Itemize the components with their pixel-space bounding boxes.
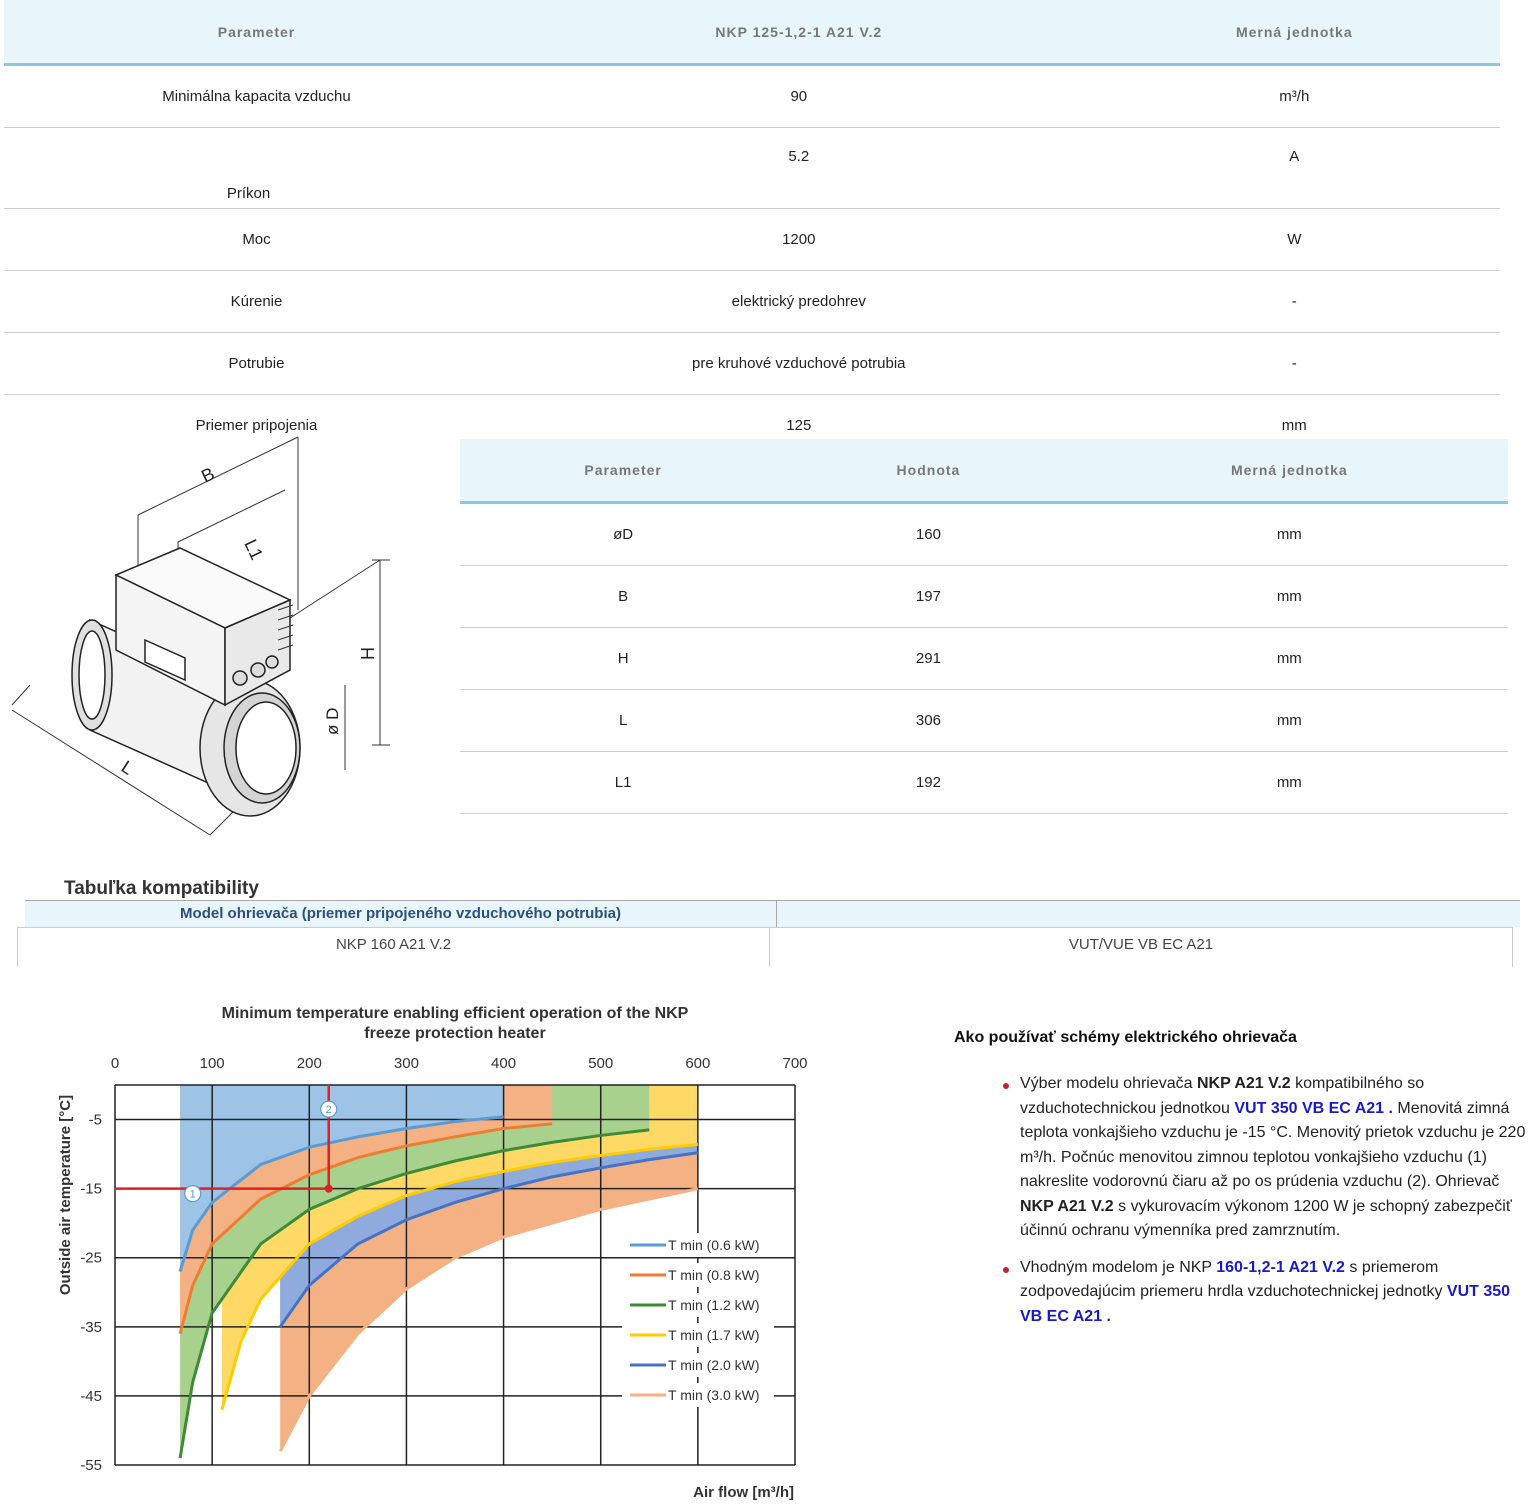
- cell-parameter: Moc: [4, 209, 509, 271]
- x-tick-label: 600: [685, 1055, 711, 1072]
- legend-label: T min (0.8 kW): [668, 1267, 760, 1283]
- legend-label: T min (1.2 kW): [668, 1297, 760, 1313]
- cell-parameter: Minimálna kapacita vzduchu: [4, 65, 509, 128]
- chart-title-line1: Minimum temperature enabling efficient operation of the NKP: [221, 1005, 689, 1022]
- table-row: [460, 690, 1508, 752]
- col-header-unit: Merná jednotka: [1089, 0, 1500, 65]
- compat-table-row: [17, 927, 1513, 967]
- cell-value: 306: [786, 690, 1070, 752]
- cell-value: pre kruhové vzduchové potrubia: [509, 333, 1089, 395]
- item1-segment: kompatibilného so vzduchotechnickou jednotkou: [1020, 1075, 1425, 1117]
- cell-parameter-text: Príkon: [226, 185, 271, 202]
- x-tick-label: 200: [296, 1055, 322, 1072]
- cell-parameter: H: [460, 628, 786, 690]
- cell-value: 160: [786, 503, 1070, 566]
- item1-segment: VUT 350 VB EC A21 .: [1234, 1099, 1393, 1117]
- x-tick-label: 400: [491, 1055, 517, 1072]
- legend-label: T min (3.0 kW): [668, 1387, 760, 1403]
- compat-title: Tabuľka kompatibility: [64, 878, 259, 899]
- cell-parameter: L: [460, 690, 786, 752]
- howto-list: [1000, 1072, 1530, 1341]
- cell-unit: mm: [1071, 628, 1508, 690]
- spec-table-header: [4, 0, 1500, 65]
- example-marker-label: 2: [325, 1104, 332, 1117]
- dim-label-h: H: [358, 647, 378, 660]
- table-row: [4, 128, 1500, 209]
- item1-segment: Výber modelu ohrievača: [1020, 1075, 1197, 1092]
- cell-parameter: B: [460, 566, 786, 628]
- table-row: [4, 271, 1500, 333]
- dim-label-b: B: [198, 463, 218, 487]
- x-tick-label: 300: [393, 1055, 419, 1072]
- chart-y-axis-label: Outside air temperature [°C]: [57, 1094, 74, 1296]
- cell-parameter: L1: [460, 752, 786, 814]
- table-row: [460, 628, 1508, 690]
- col-header-parameter: Parameter: [4, 0, 509, 65]
- item2-segment: 160-1,2-1 A21 V.2: [1216, 1258, 1345, 1276]
- cell-value: 197: [786, 566, 1070, 628]
- dimension-table-header: [460, 439, 1508, 503]
- dim-label-d: ø D: [323, 707, 342, 735]
- item2-segment: Vhodným modelom je NKP: [1020, 1258, 1217, 1276]
- dim-label-l1: L1: [240, 536, 267, 563]
- cell-value: 5.2: [509, 128, 1089, 209]
- item2-segment: VUT 350 VB EC A21 .: [1020, 1283, 1511, 1325]
- legend-label: T min (0.6 kW): [668, 1237, 760, 1253]
- compat-cell-unit: VUT/VUE VB EC A21: [1068, 936, 1214, 953]
- dim-label-l: L: [117, 756, 138, 779]
- compat-table-header: [25, 900, 1520, 927]
- y-tick-label: -25: [80, 1249, 102, 1267]
- cell-parameter: Potrubie: [4, 333, 509, 395]
- cell-unit: -: [1089, 271, 1500, 333]
- cell-value: 90: [509, 65, 1089, 128]
- compat-cell-heater: NKP 160 A21 V.2: [18, 928, 770, 967]
- dimension-table: [460, 439, 1508, 814]
- cell-unit: mm: [1071, 566, 1508, 628]
- cell-unit: mm: [1071, 503, 1508, 566]
- cell-unit: m³/h: [1089, 65, 1500, 128]
- freeze-protection-chart: [0, 995, 830, 1508]
- cell-unit: W: [1089, 209, 1500, 271]
- item1-segment: NKP A21 V.2: [1020, 1197, 1114, 1215]
- y-tick-label: -5: [88, 1111, 102, 1129]
- cell-value: 192: [786, 752, 1070, 814]
- cell-unit: mm: [1071, 752, 1508, 814]
- x-tick-label: 500: [588, 1055, 614, 1072]
- table-row: [460, 566, 1508, 628]
- cell-parameter: Priemer pripojenia: [195, 417, 318, 434]
- howto-item-2: [1000, 1256, 1530, 1330]
- table-row: [4, 333, 1500, 395]
- cell-value: elektrický predohrev: [509, 271, 1089, 333]
- cell-parameter: Kúrenie: [4, 271, 509, 333]
- col-header-unit: Merná jednotka: [1071, 439, 1508, 503]
- compat-header-heater: Model ohrievača (priemer pripojeného vzduchového potrubia): [25, 901, 777, 927]
- col-header-model: NKP 125-1,2-1 A21 V.2: [509, 0, 1089, 65]
- y-tick-label: -15: [80, 1180, 102, 1198]
- cell-unit: A: [1089, 128, 1500, 209]
- x-tick-label: 100: [199, 1055, 225, 1072]
- table-row: [4, 209, 1500, 271]
- example-point: [325, 1185, 333, 1193]
- cell-unit: -: [1089, 333, 1500, 395]
- example-marker-label: 1: [189, 1188, 196, 1201]
- y-tick-label: -45: [80, 1387, 102, 1405]
- y-tick-label: -35: [80, 1318, 102, 1336]
- chart-title-line2: freeze protection heater: [364, 1025, 546, 1042]
- col-header-value: Hodnota: [786, 439, 1070, 503]
- chart-x-axis-label: Air flow [m³/h]: [693, 1484, 794, 1501]
- cell-unit: mm: [1071, 690, 1508, 752]
- table-row: [4, 65, 1500, 128]
- heater-dimension-drawing: [0, 430, 420, 850]
- legend-label: T min (1.7 kW): [668, 1327, 760, 1343]
- cell-value: 125: [786, 417, 812, 434]
- cell-parameter: [4, 128, 509, 209]
- item1-segment: Menovitá zimná teplota vonkajšieho vzduchu je -15 °C. Menovitý prietok vzduchu je 220 m³/h. Počnúc menovitou zimnou teplotou vonkajšieho vzduchu (1) nakreslite vodorovnú čiaru až po os prúdenia vzduchu (2). Ohrievač: [1020, 1099, 1526, 1190]
- col-header-parameter: Parameter: [460, 439, 786, 503]
- table-row: [460, 503, 1508, 566]
- item1-segment: NKP A21 V.2: [1196, 1075, 1291, 1092]
- cell-unit: mm: [1281, 417, 1307, 434]
- item2-segment: s priemerom zodpovedajúcim priemeru hrdla vzduchotechnickej jednotky: [1020, 1258, 1447, 1300]
- item1-segment: s vykurovacím výkonom 1200 W je schopný zabezpečiť účinnú ochranu výmenníka pred zamrznutím.: [1020, 1197, 1512, 1239]
- spec-table: [4, 0, 1500, 456]
- legend-label: T min (2.0 kW): [668, 1357, 760, 1373]
- cell-value: 291: [786, 628, 1070, 690]
- howto-title: Ako používať schémy elektrického ohrievača: [954, 1029, 1297, 1046]
- table-row: [460, 752, 1508, 814]
- x-tick-label: 700: [782, 1055, 808, 1072]
- howto-item-1: [1000, 1072, 1530, 1244]
- cell-parameter: øD: [460, 503, 786, 566]
- x-tick-label: 0: [110, 1055, 120, 1072]
- y-tick-label: -55: [80, 1457, 102, 1474]
- cell-value: 1200: [509, 209, 1089, 271]
